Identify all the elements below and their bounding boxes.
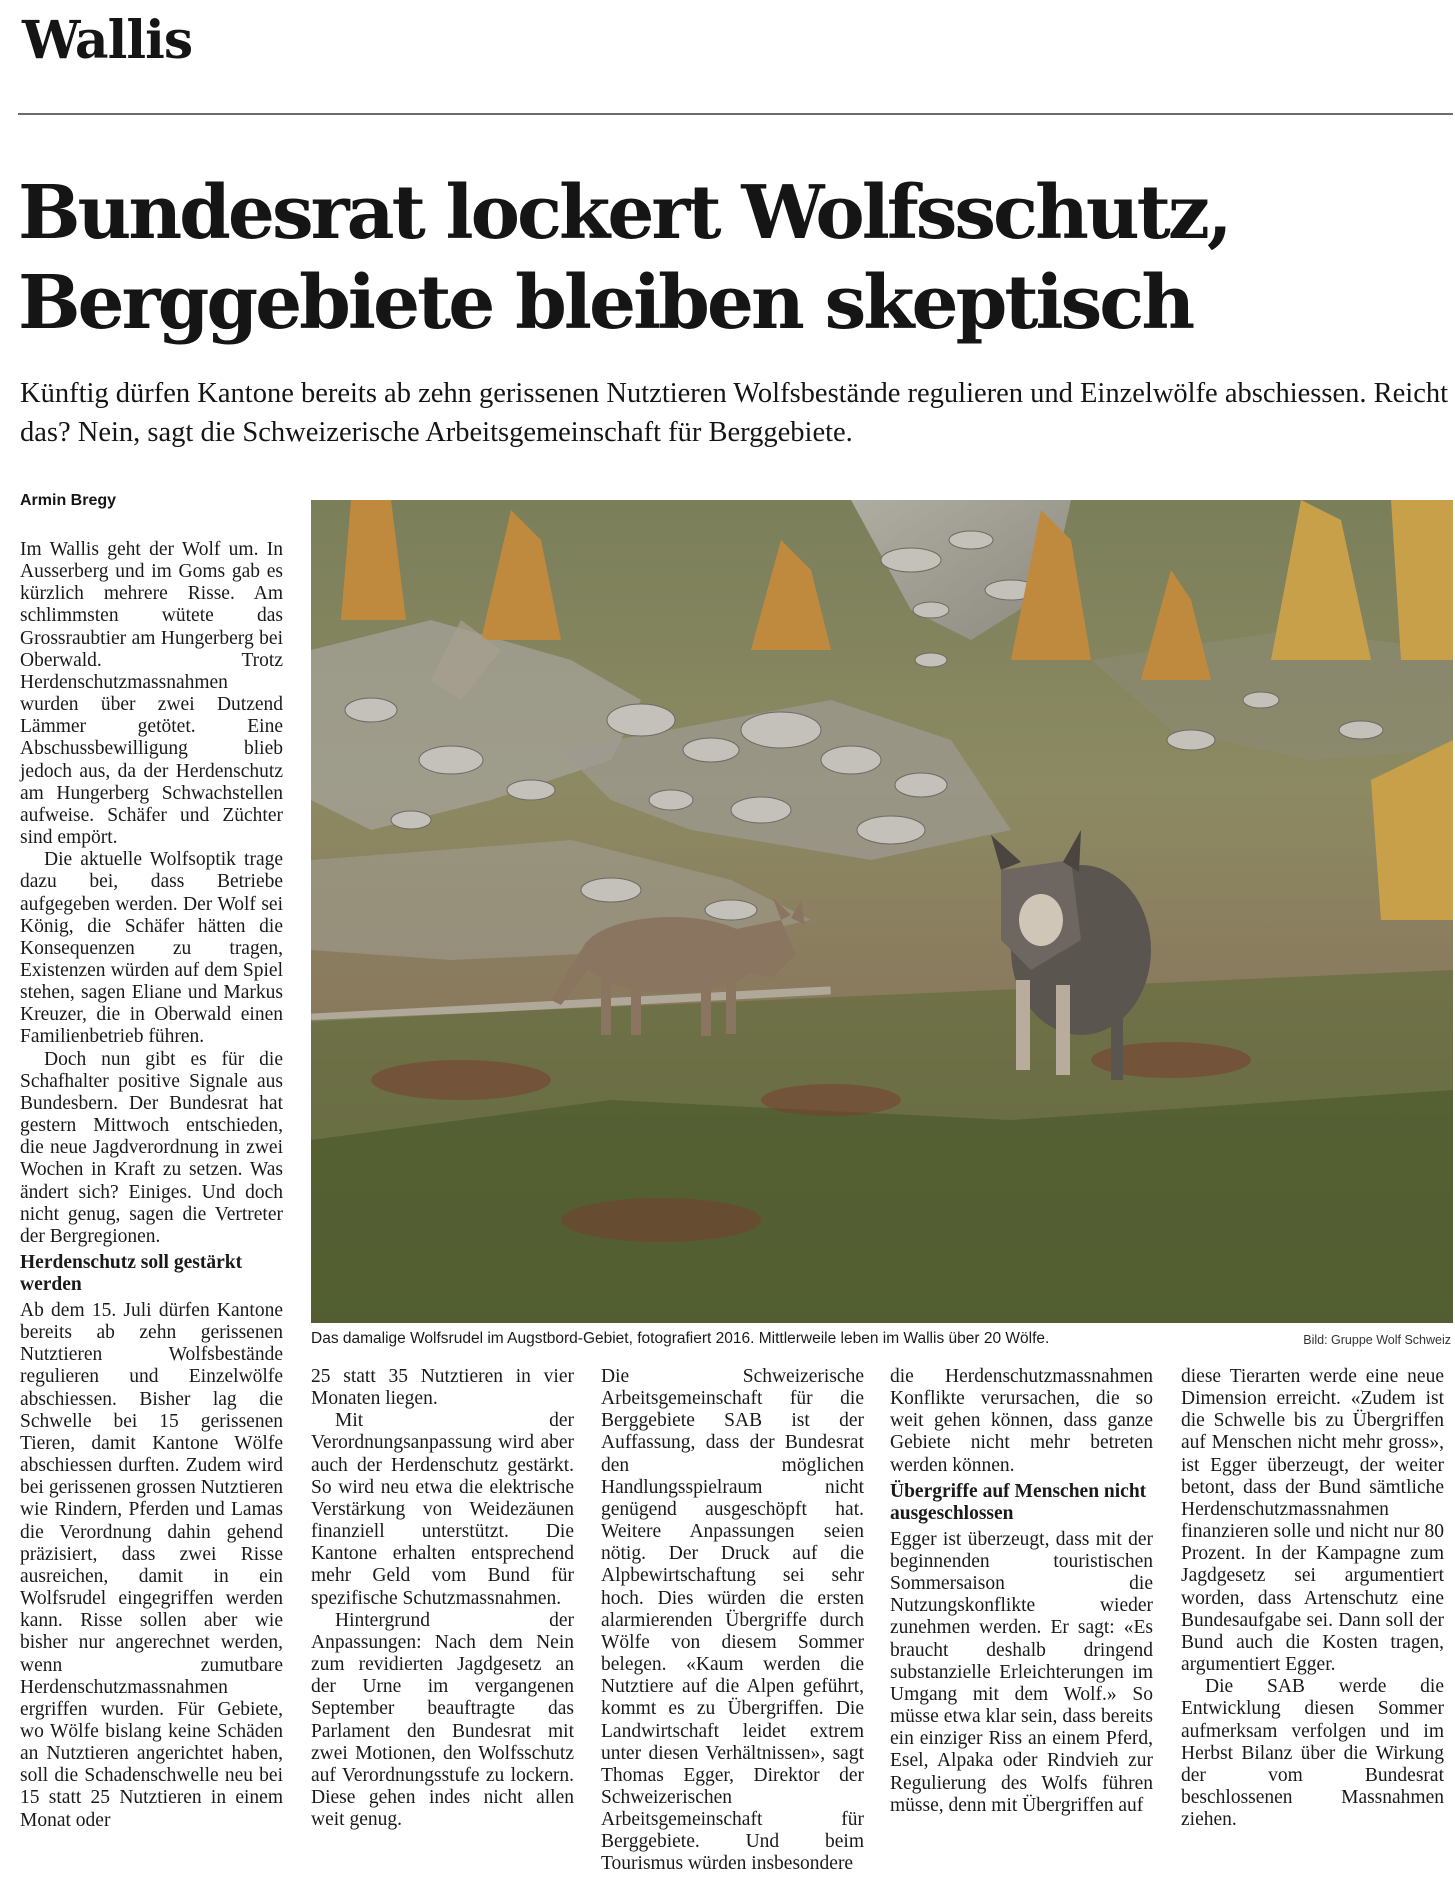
paragraph-7: Die Schweizerische Arbeitsgemeinschaft für die Berggebiete SAB ist der Auffassung, dass der Bundesrat den möglichen Handlungsspielraum nicht genügend ausgeschöpft hat. Weitere Anpassungen seien nötig. Der Druck auf die Alpbewirtschaftung sei sehr hoch. Dies würden die ersten alarmierenden Übergriffe durch Wölfe von diesem Sommer belegen. «Kaum werden die Nutztiere auf die Alpen geführt, kommt es zu Übergriffen. Die Landwirtschaft leidet extrem unter diesen Verhältnissen», sagt Thomas Egger, Direktor der Schweizerischen Arbeitsgemeinschaft für Berggebiete. Und beim Tourismus würden insbesondere [601,1366,864,1875]
paragraph-2: Die aktuelle Wolfsoptik trage dazu bei, dass Betriebe aufgegeben werden. Der Wolf sei König, die Schäfer hätten die Konsequenzen zu tragen, Existenzen würden auf dem Spiel stehen, sagen Eliane und Markus Kreuzer, die in Oberwald einen Familienbetrieb führen. [20,849,283,1048]
paragraph-4b: 25 statt 35 Nutztieren in vier Monaten liegen. [311,1366,574,1410]
paragraph-10: Die SAB werde die Entwicklung diesen Sommer aufmerksam verfolgen und im Herbst Bilanz über die Wirkung der vom Bundesrat beschlossenen Massnahmen ziehen. [1181,1676,1444,1831]
paragraph-1: Im Wallis geht der Wolf um. In Ausserberg und im Goms gab es kürzlich mehrere Risse. Am schlimmsten wütete das Grossraubtier am Hungerberg bei Oberwald. Trotz Herdenschutzmassnahmen wurden über zwei Dutzend Lämmer getötet. Eine Abschussbewilligung blieb jedoch aus, da der Herdenschutz am Hungerberg Schwachstellen aufweise. Schäfer und Züchter sind empört. [20,539,283,849]
headline [18,168,1448,348]
article-column-4 [890,1366,1153,1817]
paragraph-9a: Egger ist überzeugt, dass mit der beginnenden touristischen Sommersaison die Nutzungskonflikte wieder zunehmen werden. Er sagt: «Es braucht deshalb dringend substanzielle Erleichterungen im Umgang mit dem Wolf.» So müsse etwa klar sein, dass bereits ein einziger Riss an einem Pferd, Esel, Alpaka oder Rindvieh zur Regulierung des Wolfs führen müsse, denn mit Übergriffen auf [890,1528,1153,1816]
paragraph-6: Hintergrund der Anpassungen: Nach dem Nein zum revidierten Jagdgesetz an der Urne im vergangenen September beauftragte das Parlament den Bundesrat mit zwei Motionen, den Wolfsschutz auf Verordnungsstufe zu lockern. Diese gehen indes nicht allen weit genug. [311,1609,574,1831]
article-column-1 [20,539,283,1832]
paragraph-8: die Herdenschutzmassnahmen Konflikte verursachen, die so weit gehen können, dass ganze Gebiete nicht mehr betreten werden können. [890,1366,1153,1476]
headline-line-1: Bundesrat lockert Wolfsschutz, [18,170,1230,256]
subheading-herdenschutz: Herdenschutz soll gestärkt werden [20,1252,243,1295]
article-column-5 [1181,1366,1444,1831]
photo-caption: Das damalige Wolfsrudel im Augstbord-Gebiet, fotografiert 2016. Mittlerweile leben im Wallis über 20 Wölfe. [311,1330,1050,1347]
byline: Armin Bregy [20,492,117,509]
section-divider [18,113,1453,115]
headline-line-2: Berggebiete bleiben skeptisch [18,260,1193,346]
wolf-pack-photo [311,500,1453,1323]
subheading-uebergriffe: Übergriffe auf Menschen nicht ausgeschlossen [890,1480,1147,1524]
paragraph-5: Mit der Verordnungsanpassung wird aber auch der Herdenschutz gestärkt. So wird neu etwa die elektrische Verstärkung von Weidezäunen finanziell unterstützt. Die Kantone erhalten entsprechend mehr Geld vom Bund für spezifische Schutzmassnahmen. [311,1410,574,1609]
section-title: Wallis [22,10,193,71]
paragraph-4a: Ab dem 15. Juli dürfen Kantone bereits ab zehn gerissenen Nutztieren Wolfsbestände regulieren und Einzelwölfe abschiessen. Bisher lag die Schwelle bei 15 gerissenen Tieren, damit Kantone Wölfe abschiessen durften. Zudem wird bei gerissenen grossen Nutztieren wie Rindern, Pferden und Lamas die Verordnung dahin gehend präzisiert, dass zwei Risse ausreichen, damit in ein Wolfsrudel eingegriffen werden kann. Risse sollen aber wie bisher nur angerechnet werden, wenn zumutbare Herdenschutzmassnahmen ergriffen wurden. Für Gebiete, wo Wölfe bislang keine Schäden an Nutztieren angerichtet haben, soll die Schadenschwelle neu bei 15 statt 25 Nutztieren in einem Monat oder [20,1300,283,1831]
article-column-2 [311,1366,574,1831]
paragraph-3: Doch nun gibt es für die Schafhalter positive Signale aus Bundesbern. Der Bundesrat hat gestern Mittwoch entschieden, die neue Jagdverordnung in zwei Wochen in Kraft zu setzen. Was ändert sich? Einiges. Und doch nicht genug, sagen die Vertreter der Bergregionen. [20,1048,283,1247]
photo-credit: Bild: Gruppe Wolf Schweiz [1303,1333,1451,1347]
article-column-3 [601,1366,864,1876]
lead-paragraph: Künftig dürfen Kantone bereits ab zehn gerissenen Nutztieren Wolfsbestände regulieren und Einzelwölfe abschiessen. Reicht das? Nein, sagt die Schweizerische Arbeitsgemeinschaft für Berggebiete. [20,378,1449,448]
paragraph-9b: diese Tierarten werde eine neue Dimension erreicht. «Zudem ist die Schwelle bis zu Übergriffen auf Menschen nicht mehr gross», ist Egger überzeugt, der weiter betont, dass der Bund sämtliche Herdenschutzmassnahmen finanzieren solle und nicht nur 80 Prozent. In der Kampagne zum Jagdgesetz sei argumentiert worden, dass Artenschutz eine Bundesaufgabe sei. Dann soll der Bund auch die Kosten tragen, argumentiert Egger. [1181,1366,1444,1676]
